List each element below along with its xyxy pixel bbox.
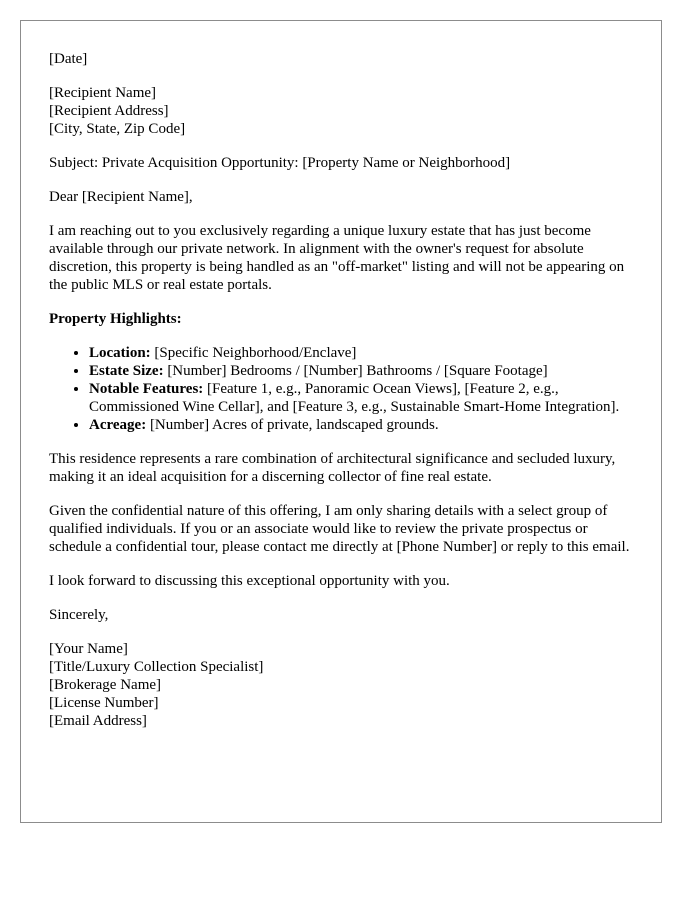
letter-date: [Date] [49, 51, 88, 67]
recipient-address: [Recipient Address] [49, 103, 169, 119]
highlight-acreage [89, 416, 631, 434]
recipient-city-state-zip: [City, State, Zip Code] [49, 121, 186, 137]
letter-salutation: Dear [Recipient Name], [49, 189, 193, 205]
confidential-paragraph: Given the confidential nature of this offering, I am only sharing details with a select group of qualified individuals. If you or an associate would like to review the private prospectus or schedule a confidential tour, please contact me directly at [Phone Number] or reply to this email. [49, 503, 630, 555]
residence-paragraph: This residence represents a rare combination of architectural significance and secluded luxury, making it an ideal acquisition for a discerning collector of fine real estate. [49, 451, 616, 485]
signature-email: [Email Address] [49, 713, 147, 729]
highlight-text: [Number] Acres of private, landscaped grounds. [146, 417, 439, 433]
highlight-notable-features [89, 380, 631, 416]
highlight-label: Notable Features: [89, 381, 204, 397]
highlights-list [49, 344, 631, 434]
intro-paragraph: I am reaching out to you exclusively regarding a unique luxury estate that has just become available through our private network. In alignment with the owner's request for absolute discretion, this property is being handled as an "off-market" listing and will not be appearing on the public MLS or real estate portals. [49, 223, 625, 293]
recipient-block [49, 84, 631, 138]
highlights-heading: Property Highlights: [49, 311, 182, 327]
letter-subject: Subject: Private Acquisition Opportunity: [Property Name or Neighborhood] [49, 155, 511, 171]
sign-off: Sincerely, [49, 607, 109, 623]
highlight-label: Location: [89, 345, 151, 361]
highlight-label: Acreage: [89, 417, 147, 433]
signature-brokerage: [Brokerage Name] [49, 677, 162, 693]
closing-paragraph: I look forward to discussing this exceptional opportunity with you. [49, 573, 450, 589]
recipient-name: [Recipient Name] [49, 85, 157, 101]
highlight-text: [Number] Bedrooms / [Number] Bathrooms / [Square Footage] [163, 363, 548, 379]
signature-block [49, 640, 631, 730]
signature-title: [Title/Luxury Collection Specialist] [49, 659, 264, 675]
highlight-label: Estate Size: [89, 363, 164, 379]
highlight-location [89, 344, 631, 362]
highlight-text: [Specific Neighborhood/Enclave] [150, 345, 357, 361]
signature-name: [Your Name] [49, 641, 128, 657]
signature-license: [License Number] [49, 695, 159, 711]
highlight-estate-size [89, 362, 631, 380]
highlight-text: [Feature 1, e.g., Panoramic Ocean Views], [Feature 2, e.g., Commissioned Wine Cellar], and [Feature 3, e.g., Sustainable Smart-Home Integration]. [89, 381, 620, 415]
letter-document [20, 20, 662, 823]
